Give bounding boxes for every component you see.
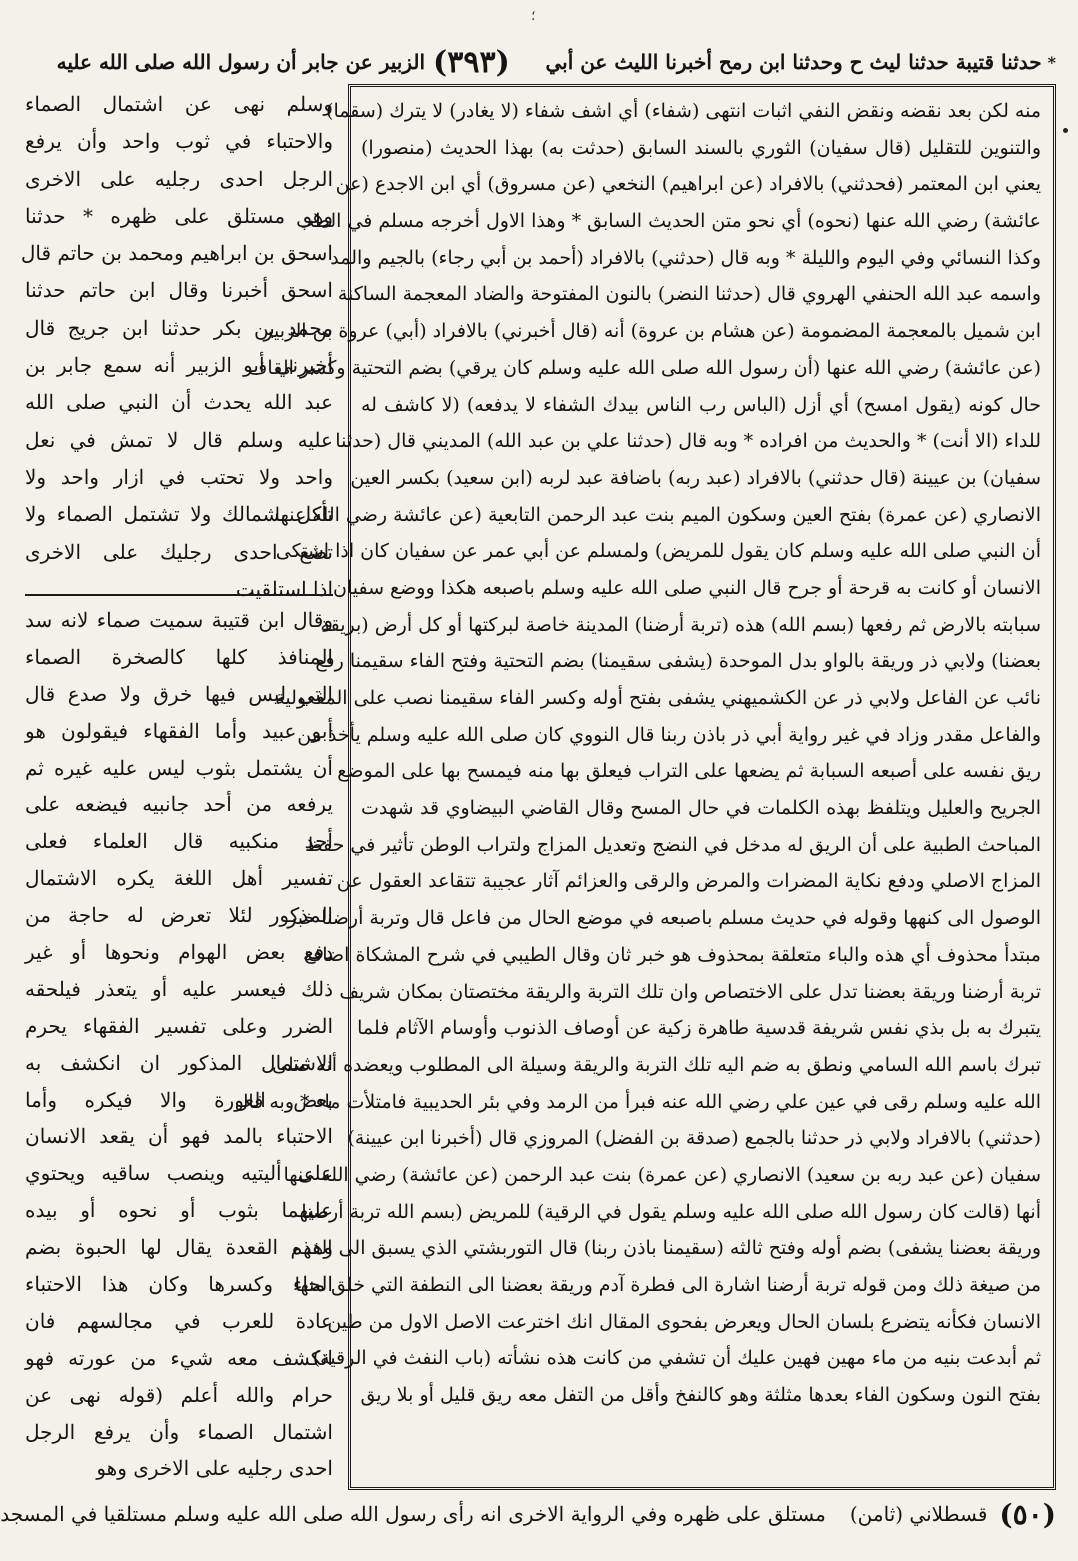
text-line: عبد الله يحدث أن النبي صلى الله — [25, 390, 333, 415]
page-footer — [0, 1492, 1056, 1536]
hadith-column-bottom — [25, 602, 333, 1490]
top-mark: ؛ — [531, 8, 536, 24]
text-line: الحاء وكسرها وكان هذا الاحتباء — [25, 1272, 333, 1297]
text-line: للداء (الا أنت) * والحديث من افراده * وبه قال (حدثنا علي بن عبد الله) المديني قال (حدثنا — [335, 430, 1041, 453]
text-line: أخبرني أبو الزبير أنه سمع جابر بن — [25, 353, 333, 378]
text-line: الجريح والعليل ويتلفظ بهذه الكلمات في حال المسح وقال القاضي البيضاوي قد شهدت — [361, 797, 1041, 820]
text-line: بعض العورة والا فيكره وأما — [25, 1087, 333, 1112]
text-line: حرام والله أعلم (قوله نهى عن — [25, 1382, 333, 1407]
text-line: يرفعه من أحد جانبيه فيضعه على — [25, 792, 333, 817]
text-line: وهذه القعدة يقال لها الحبوة بضم — [25, 1235, 333, 1260]
text-line: المباحث الطبية على أن الريق له مدخل في النضج وتعديل المزاج ولتراب الوطن تأثير في حفظ — [304, 833, 1041, 856]
text-line: سفيان (عن عبد ربه بن سعيد) الانصاري (عن عمرة) بنت عبد الرحمن (عن عائشة) رضي الله عنها — [283, 1163, 1041, 1186]
text-line: محمد بن بكر حدثنا ابن جريج قال — [25, 315, 333, 340]
text-line: الاشتمال المذكور ان انكشف به — [25, 1050, 333, 1075]
signature-label: قسطلاني (ثامن) — [849, 1502, 988, 1526]
text-line: وقال ابن قتيبة سميت صماء لانه سد — [25, 608, 333, 632]
text-line: والاحتباء في ثوب واحد وأن يرفع — [25, 129, 333, 154]
text-line: نائب عن الفاعل ولابي ذر عن الكشميهني يشفى بفتح أوله وكسر الفاء سقيمنا نصب على المفعولية — [275, 687, 1041, 709]
text-line: وكذا النسائي وفي اليوم والليلة * وبه قال (حدثني) بالافراد (أحمد بن أبي رجاء) بالجيم والمد — [330, 246, 1041, 269]
header-text-right: حدثنا قتيبة حدثنا ليث ح وحدثنا ابن رمح أخبرنا الليث عن أبي — [545, 50, 1042, 74]
header-text-left: الزبير عن جابر أن رسول الله صلى الله عليه — [56, 50, 426, 74]
footer-text: مستلق على ظهره وفي الرواية الاخرى انه رأى رسول الله صلى الله عليه وسلم مستلقيا في المسجد — [0, 1502, 826, 1526]
text-line: (عن عائشة) رضي الله عنها (أن رسول الله صلى الله عليه وسلم كان يرقي) بضم التحتية وكسر القاف — [247, 356, 1041, 379]
text-line: الوصول الى كنهها وقوله في حديث مسلم باصبعه في موضع الحال من فاعل قال وتربة أرضنا خبر — [287, 907, 1041, 930]
text-line: الانسان فكأنه يتضرع بلسان الحال ويعرض بفحوى المقال انك اخترعت الاصل الاول من طين — [327, 1310, 1041, 1333]
text-line: اسحق أخبرنا وقال ابن حاتم حدثنا — [25, 278, 333, 303]
text-line: أن يشتمل بثوب ليس عليه غيره ثم — [25, 755, 333, 780]
text-line: واسمه عبد الله الحنفي الهروي قال (حدثنا النضر) بالنون المفتوحة والضاد المعجمة الساكنة — [337, 283, 1041, 306]
text-line: التي ليس فيها خرق ولا صدع قال — [25, 681, 333, 706]
text-line: تضع احدى رجليك على الاخرى — [25, 539, 333, 564]
text-line: تبرك باسم الله السامي ونطق به ضم اليه تلك التربة والريقة وسيلة الى المطلوب ويعضده أنه صلى — [272, 1053, 1041, 1076]
text-line: يتبرك به بل بذي نفس شريفة قدسية طاهرة زكية عن أوصاف الذنوب وأوسام الآثام فلما — [357, 1017, 1041, 1040]
page-number: (٣٩٣) — [433, 44, 510, 80]
page-header — [29, 40, 1056, 84]
text-line: اسحق بن ابراهيم ومحمد بن حاتم قال — [20, 241, 333, 266]
column-divider — [25, 594, 333, 596]
text-line: سبابته بالارض ثم رفعها (بسم الله) هذه (تربة أرضنا) المدينة خاصة لبركتها أو كل أرض (بريقة — [320, 613, 1041, 636]
text-line: تربة أرضنا وريقة بعضنا تدل على الاختصاص وان تلك التربة والريقة مختصتان بمكان شريف — [339, 980, 1041, 1003]
text-line: بفتح النون وسكون الفاء بعدها مثلثة وهو كالنفخ وأقل من التفل معه ريق قليل أو بلا ريق — [360, 1384, 1041, 1407]
text-line: احدى رجليه على الاخرى وهو — [96, 1456, 333, 1481]
text-line: دفع بعض الهوام ونحوها أو غير — [25, 940, 333, 965]
margin-dot — [1063, 128, 1068, 133]
text-line: المنافذ كلها كالصخرة الصماء — [25, 644, 333, 669]
text-line: ثم أبدعت بنيه من ماء مهين فهين عليك أن تشفي من كانت هذه نشأته (باب النفث في الرقية) — [312, 1347, 1041, 1370]
text-line: وسلم نهى عن اشتمال الصماء — [25, 92, 333, 116]
header-star: * — [1047, 52, 1056, 72]
text-line: من صيغة ذلك ومن قوله تربة أرضنا اشارة الى فطرة آدم وريقة بعضنا الى النطفة التي خلق منها — [294, 1274, 1041, 1296]
text-line: تفسير أهل اللغة يكره الاشتمال — [25, 866, 333, 891]
text-line: على أليتيه وينصب ساقيه ويحتوي — [25, 1161, 333, 1186]
text-line: المزاج الاصلي ودفع نكاية المضرات والمرض والرقى والعزائم آثار عجيبة تتقاعد العقول عن — [336, 870, 1041, 893]
text-line: الرجل احدى رجليه على الاخرى — [25, 166, 333, 191]
text-line: والتنوين للتقليل (قال سفيان) الثوري بالسند السابق (حدثت به) بهذا الحديث (منصورا) — [361, 136, 1041, 159]
text-line: اذا استلقيت — [235, 576, 333, 601]
text-line: اشتمال الصماء وأن يرفع الرجل — [25, 1419, 333, 1444]
text-line: ابن شميل بالمعجمة المضمومة (عن هشام بن عروة) أنه (قال أخبرني) بالافراد (أبي) عروة بن الزبير — [263, 320, 1041, 343]
text-line: الانسان أو كانت به قرحة أو جرح قال النبي صلى الله عليه وسلم باصبعه هكذا ووضع سفيان — [333, 576, 1041, 599]
text-line: (حدثني) بالافراد ولابي ذر حدثنا بالجمع (صدقة بن الفضل) المروزي قال (أخبرنا ابن عيينة) — [347, 1127, 1041, 1150]
text-line: أحد منكبيه قال العلماء فعلى — [25, 829, 333, 854]
text-line: أبو عبيد وأما الفقهاء فيقولون هو — [25, 718, 333, 743]
text-line: تأكل بشمالك ولا تشتمل الصماء ولا — [25, 502, 333, 527]
text-line: المذكور لئلا تعرض له حاجة من — [25, 903, 333, 928]
text-line: بعضنا) ولابي ذر وريقة بالواو بدل الموحدة (يشفى سقيمنا) بضم التحتية وفتح الفاء سقيمنا رفع — [315, 650, 1041, 673]
hadith-column-top — [20, 86, 333, 601]
text-line: والفاعل مقدر وزاد في غير رواية أبي ذر باذن ربنا قال النووي كان صلى الله عليه وسلم يأخذ من — [297, 723, 1041, 746]
text-line: مبتدأ محذوف أي هذه والباء متعلقة بمحذوف هو خبر ثان وقال الطيبي في شرح المشكاة اضافة — [302, 943, 1041, 966]
text-line: وهو مستلق على ظهره * حدثنا — [25, 203, 333, 228]
text-line: حال كونه (يقول امسح) أي أزل (الباس رب الناس بيدك الشفاء لا يدفعه) (لا كاشف له — [361, 393, 1041, 416]
signature-number: (٥٠) — [999, 1497, 1056, 1531]
text-line: الله عليه وسلم رقى في عين علي رضي الله عنه فبرأ من الرمد وفي بئر الحديبية فامتلأت ماء * وبه قال — [234, 1090, 1041, 1113]
text-line: انكشف معه شيء من عورته فهو — [25, 1345, 333, 1370]
text-line: يعني ابن المعتمر (فحدثني) بالافراد (عن ابراهيم) النخعي (عن مسروق) أي ابن الاجدع (عن — [335, 173, 1041, 196]
text-line: عادة للعرب في مجالسهم فان — [25, 1308, 333, 1333]
text-line: الاحتباء بالمد فهو أن يقعد الانسان — [25, 1124, 333, 1149]
text-line: سفيان) بن عيينة (قال حدثني) بالافراد (عبد ربه) باضافة عبد لربه (ابن سعيد) بكسر العين — [350, 466, 1041, 489]
text-line: عائشة) رضي الله عنها (نحوه) أي نحو متن الحديث السابق * وهذا الاول أخرجه مسلم في الطب — [296, 210, 1041, 233]
text-line: منه لكن بعد نقضه ونقض النفي اثبات انتهى (شفاء) أي اشف شفاء (لا يغادر) لا يترك (سقما) — [326, 100, 1041, 122]
text-line: وريقة بعضنا يشفى) بضم أوله وفتح ثالثه (سقيمنا باذن ربنا) قال التوربشتي الذي يسبق الى الفهم — [290, 1237, 1041, 1260]
text-line: عليهما بثوب أو نحوه أو بيده — [25, 1198, 333, 1223]
text-line: ريق نفسه على أصبعه السبابة ثم يضعها على التراب فيعلق بها منه فيمسح بها على الموضع — [337, 760, 1041, 783]
text-line: واحد ولا تحتب في ازار واحد ولا — [25, 464, 333, 489]
text-line: الانصاري (عن عمرة) بفتح العين وسكون الميم بنت عبد الرحمن التابعية (عن عائشة رضي الله عنها — [274, 503, 1041, 526]
text-line: الضرر وعلى تفسير الفقهاء يحرم — [25, 1013, 333, 1038]
text-line: عليه وسلم قال لا تمش في نعل — [25, 427, 333, 452]
text-line: ذلك فيعسر عليه أو يتعذر فيلحقه — [25, 976, 333, 1001]
text-line: أنها (قالت كان رسول الله صلى الله عليه وسلم يقول في الرقية) للمريض (بسم الله تربة أرضنا — [301, 1200, 1041, 1223]
text-line: أن النبي صلى الله عليه وسلم كان يقول للمريض) ولمسلم عن أبي عمر عن سفيان كان اذا اشتكى — [275, 540, 1041, 563]
